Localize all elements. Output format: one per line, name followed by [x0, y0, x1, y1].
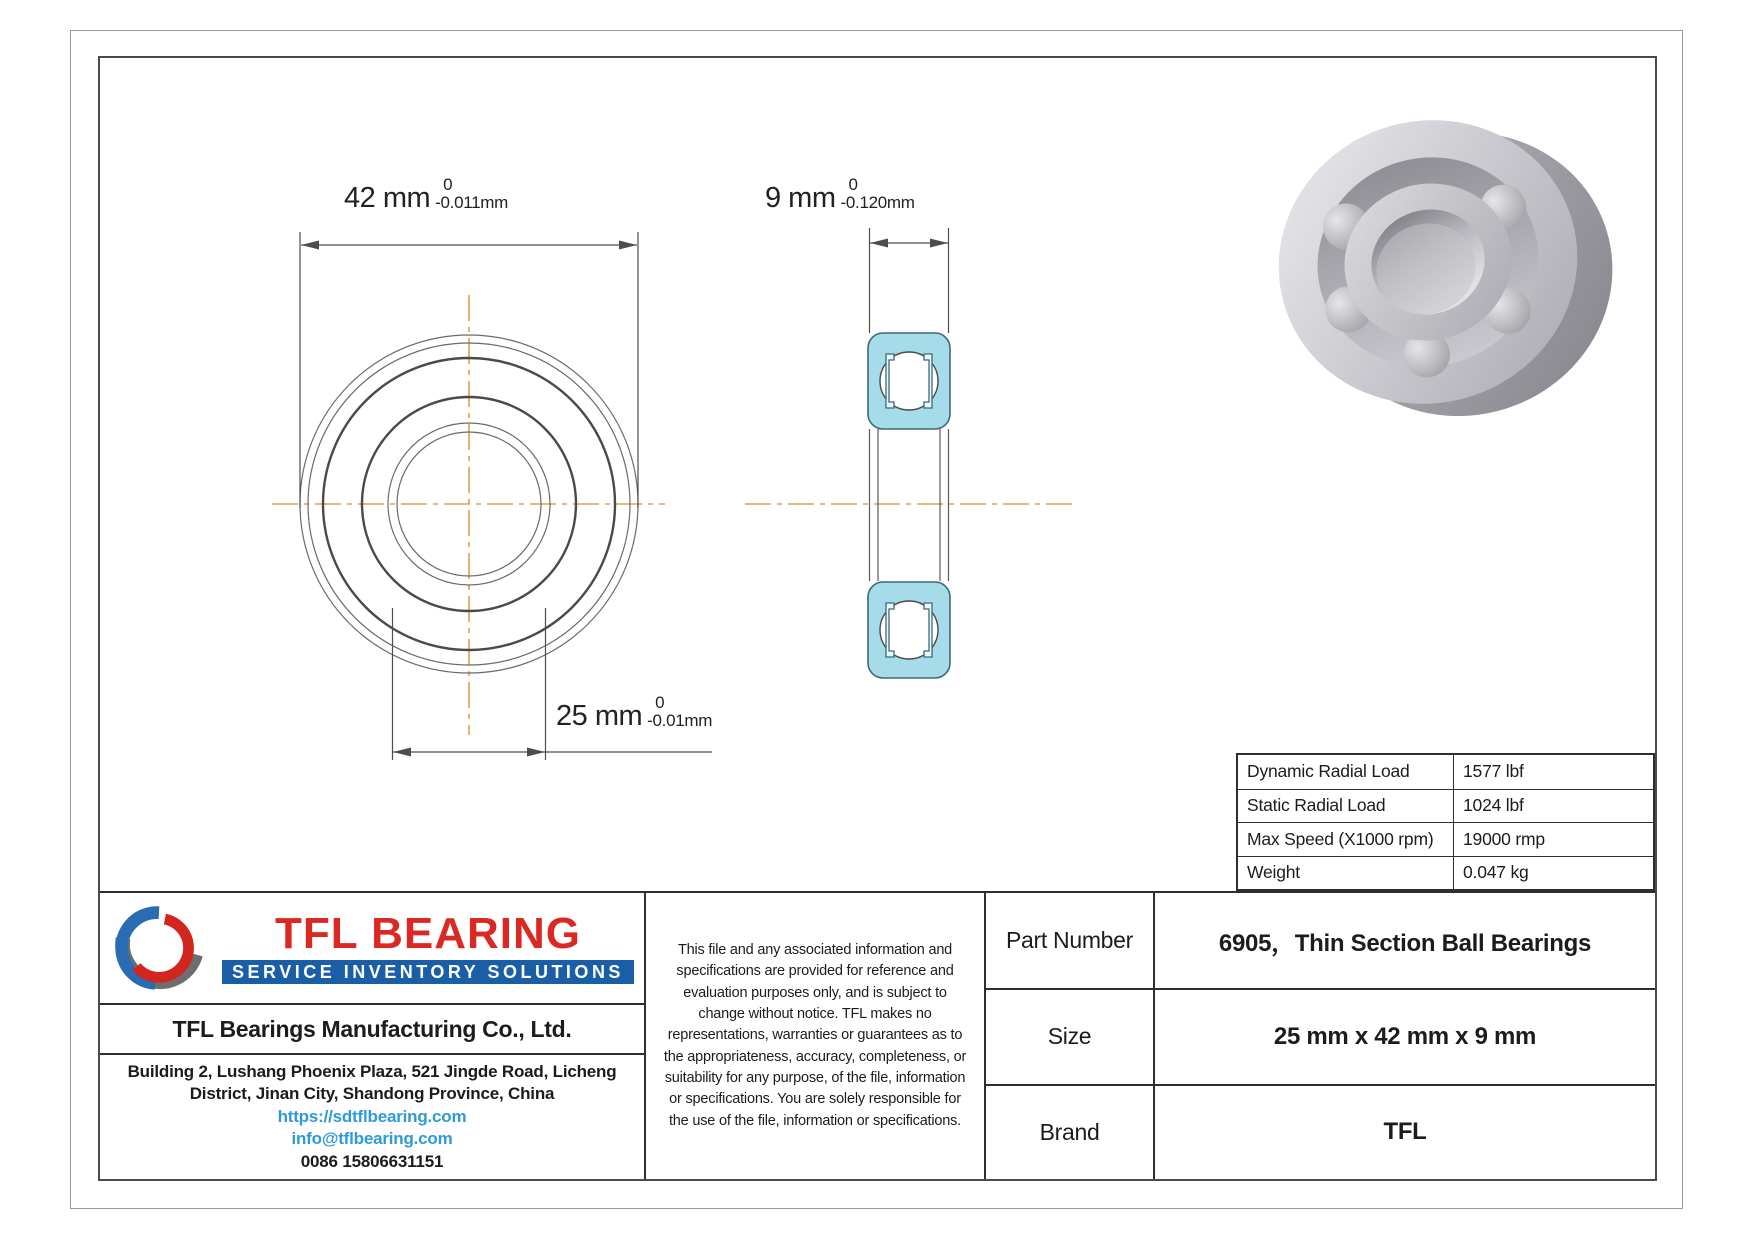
- side-section-view: [745, 228, 1075, 678]
- size-label: Size: [986, 988, 1155, 1083]
- spec-label: Weight: [1238, 856, 1454, 890]
- spec-value: 1577 lbf: [1463, 761, 1524, 782]
- dimension-label-width: [765, 176, 915, 213]
- website-link[interactable]: https://sdtflbearing.com: [277, 1106, 467, 1126]
- tfl-logo-icon: [110, 899, 208, 997]
- part-number-value: 6905，Thin Section Ball Bearings: [1218, 930, 1592, 958]
- company-contact: [100, 1055, 644, 1179]
- dimension-label-bore: [556, 694, 712, 731]
- address-line-2: District, Jinan City, Shandong Province, China: [189, 1084, 555, 1104]
- dimension-label-outer-diameter: [344, 176, 508, 213]
- company-column: [100, 893, 646, 1179]
- size-value: 25 mm x 42 mm x 9 mm: [1155, 988, 1655, 1083]
- spec-value: 0.047 kg: [1454, 856, 1653, 890]
- logo-text: [222, 908, 634, 985]
- dim-tolerance: 0 -0.011mm: [435, 175, 509, 213]
- dim-tolerance: 0 -0.01mm: [647, 693, 713, 731]
- brand-value: TFL: [1155, 1084, 1655, 1179]
- disclaimer-text: This file and any associated information and specifications are provided for reference and evaluation purposes only, and is subject to change without notice. TFL makes no representations, warranties or guarantees as to the appropriateness, accuracy, completeness, or suitability for any purpose, of the file, information or specifications. You are solely responsible for the use of the file, information or specifications.: [663, 942, 967, 1129]
- disclaimer-column: [646, 893, 986, 1179]
- title-block: [100, 891, 1655, 1179]
- phone-number: 0086 15806631151: [300, 1151, 444, 1171]
- spec-value: 19000 rmp: [1454, 822, 1653, 856]
- dim-value: 9 mm: [765, 181, 836, 214]
- section-block-top: [868, 333, 950, 429]
- address-line-1: Building 2, Lushang Phoenix Plaza, 521 Jingde Road, Licheng: [127, 1061, 617, 1081]
- company-logo: [100, 893, 644, 1005]
- company-name: TFL Bearings Manufacturing Co., Ltd.: [100, 1005, 644, 1055]
- dim-tolerance: 0 -0.120mm: [840, 175, 915, 213]
- logo-tagline: SERVICE INVENTORY SOLUTIONS: [222, 960, 634, 985]
- logo-title: TFL BEARING: [275, 908, 581, 958]
- dimension-25mm: [393, 608, 713, 760]
- spec-value: 1024 lbf: [1454, 789, 1653, 823]
- section-block-bottom: [868, 582, 950, 678]
- bearing-3d-render: [1243, 75, 1647, 462]
- spec-label: Dynamic Radial Load: [1238, 755, 1454, 789]
- dim-value: 25 mm: [556, 699, 643, 732]
- part-info-grid: [986, 893, 1655, 1179]
- spec-label: Static Radial Load: [1238, 789, 1454, 823]
- front-view: [272, 295, 665, 735]
- email-link[interactable]: info@tflbearing.com: [291, 1129, 453, 1149]
- part-number-label: Part Number: [986, 893, 1155, 988]
- spec-table: [1236, 753, 1655, 891]
- brand-label: Brand: [986, 1084, 1155, 1179]
- spec-label: Max Speed (X1000 rpm): [1238, 822, 1454, 856]
- dim-value: 42 mm: [344, 181, 431, 214]
